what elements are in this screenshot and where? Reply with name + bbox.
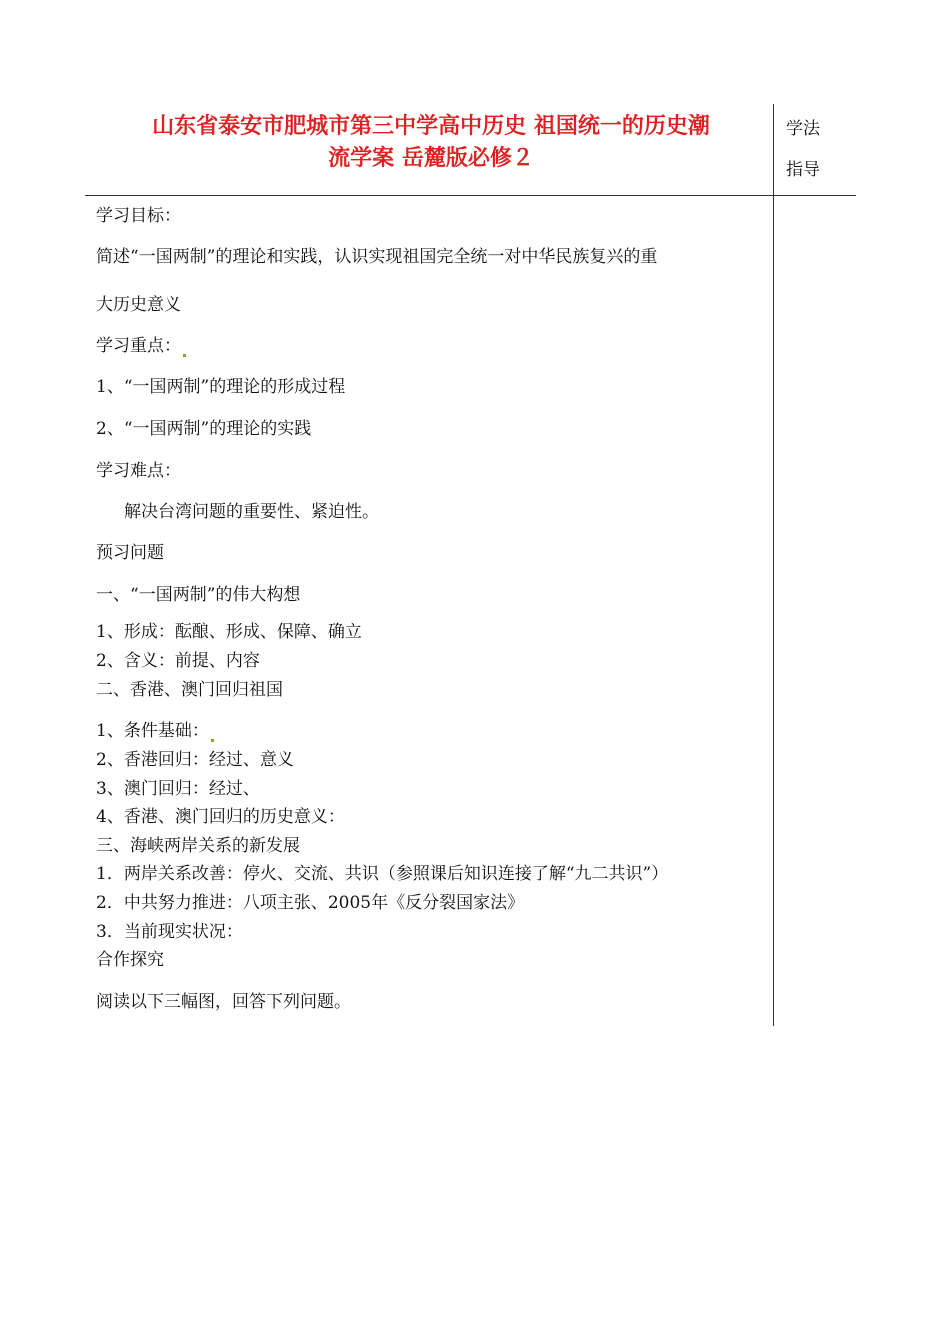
header-divider <box>85 195 856 196</box>
line-section-3-item-2: 2．中共努力推进：八项主张、2005年《反分裂国家法》 <box>96 893 525 913</box>
column-divider <box>773 104 774 1026</box>
line-difficulty-heading: 学习难点： <box>96 461 181 481</box>
line-section-1: 一、“一国两制”的伟大构想 <box>96 585 301 605</box>
line-objectives-text-2: 大历史意义 <box>96 295 181 315</box>
line-preview-heading: 预习问题 <box>96 543 164 563</box>
line-section-3-item-1: 1．两岸关系改善：停火、交流、共识（参照课后知识连接了解“九二共识”） <box>96 864 669 884</box>
document-title <box>88 110 774 174</box>
side-label-guide: 指导 <box>786 160 820 180</box>
line-section-3-item-3: 3．当前现实状况： <box>96 922 243 942</box>
line-section-2-item-3: 3、澳门回归：经过、 <box>96 779 260 799</box>
line-section-2-item-1 <box>96 716 214 742</box>
line-keypoint-1: 1、“一国两制”的理论的形成过程 <box>96 377 346 397</box>
line-section-3: 三、海峡两岸关系的新发展 <box>96 836 300 856</box>
line-keypoint-2: 2、“一国两制”的理论的实践 <box>96 419 312 439</box>
section-2-item-1-text: 1、条件基础： <box>96 721 209 741</box>
keypoints-heading-text: 学习重点： <box>96 336 181 356</box>
line-objectives-heading: 学习目标： <box>96 206 181 226</box>
title-line-1: 山东省泰安市肥城市第三中学高中历史 祖国统一的历史潮 <box>152 113 710 139</box>
line-section-2: 二、香港、澳门回归祖国 <box>96 680 283 700</box>
line-keypoints-heading <box>96 331 186 357</box>
line-cooperation-text: 阅读以下三幅图，回答下列问题。 <box>96 992 351 1012</box>
line-objectives-text-1: 简述“一国两制”的理论和实践，认识实现祖国完全统一对中华民族复兴的重 <box>96 247 658 267</box>
title-line-2: 流学案 岳麓版必修２ <box>328 145 534 171</box>
side-label-method: 学法 <box>786 119 820 139</box>
line-section-1-item-1: 1、形成：酝酿、形成、保障、确立 <box>96 622 362 642</box>
mark-dot <box>211 739 214 742</box>
line-cooperation-heading: 合作探究 <box>96 950 164 970</box>
mark-dot <box>183 354 186 357</box>
line-section-1-item-2: 2、含义：前提、内容 <box>96 651 260 671</box>
line-section-2-item-2: 2、香港回归：经过、意义 <box>96 750 294 770</box>
line-difficulty-text: 解决台湾问题的重要性、紧迫性。 <box>124 502 379 522</box>
line-section-2-item-4: 4、香港、澳门回归的历史意义： <box>96 807 345 827</box>
